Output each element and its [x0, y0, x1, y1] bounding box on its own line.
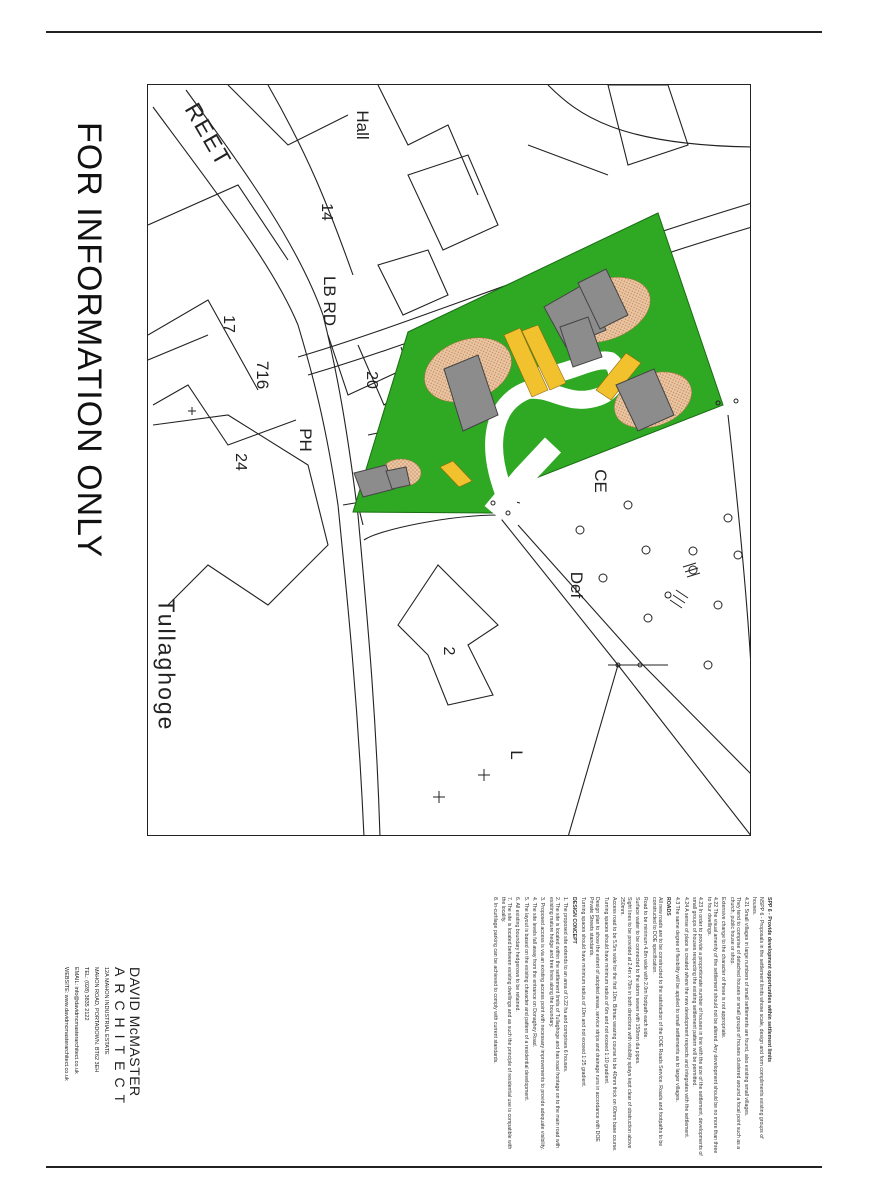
ce-label: CE: [591, 469, 610, 493]
architect-website[interactable]: WEBSITE: www.davidmcmasterarchitect.co.uk: [63, 967, 69, 1081]
design-line: 7. The site is located between existing dwellings and as such the principle of residential use is compatible with the locality.: [499, 897, 513, 1150]
policy-line: 4.21 Small villages in large numbers of small settlements are found, also existing small villages.: [743, 897, 750, 1117]
policy-line: 4.23 In order to provide a proportionate number of houses in line with the size of the settlement, developments of small groups of houses respecting the existing settlement pattern will be permitted.: [691, 897, 704, 1156]
roads-line: Road to be minimum 4.8m wide with 2.0m footpath each side.: [642, 897, 649, 1039]
lb-rd-label: LB RD: [320, 275, 339, 327]
roads-line: Design plan to show the extent of adopted areas, service strips and drainage runs in accordance with DOE Private Streets standards.: [588, 897, 601, 1142]
design-line: 5. The layout is based on the existing character and pattern of a residential development.: [522, 897, 529, 1102]
def-label: Def: [567, 571, 586, 599]
policy-line: 4.24 A sense of place is created where the new development respects and integrates with the settlement.: [682, 897, 689, 1139]
roads-line: All new roads are to be constructed to the satisfaction of the DOE Roads Service. Roads and footpaths to be constructed to DOE specification.: [650, 897, 663, 1147]
design-title: DESIGN CONCEPT: [570, 897, 577, 944]
road-code-label: 716: [253, 360, 272, 390]
policy-line: NSPP 6 - Proposals in the settlement limits whose scale, design and form compliments existing groups of houses.: [751, 897, 764, 1139]
design-line: 6. All existing boundary hedgerows to be retained.: [514, 897, 521, 1012]
architect-address-2: MAHON ROAD, PORTADOWN. BT62 3EH: [93, 967, 99, 1073]
site-location-map[interactable]: [147, 84, 751, 836]
design-line: 1. The proposed site extends to an area of 0.22 ha and comprises 6 houses.: [562, 897, 569, 1073]
architect-title-block: [62, 967, 143, 1111]
roads-line: Sight lines to be provided at 2.4m x 70m in both directions with visibility splays kept clear of obstruction above 250mm.: [619, 897, 632, 1149]
policy-line: They tend to comprise of detached houses or small groups of houses clustered around a focal point such as a church, public house or shop.: [728, 897, 741, 1150]
design-notes: [489, 897, 775, 1157]
roads-line: Access road to be 5.5m wide for the first 10m. Bitmac wearing course to be 40mm thick on 60mm base course.: [611, 897, 618, 1152]
roads-title: ROADS: [665, 897, 672, 916]
roads-line: Turning spaces should have minimum radius of 10m and not exceed 1:25 gradient.: [579, 897, 586, 1088]
embankment-marks: [670, 563, 700, 608]
tullaghoge-label: Tullaghoge: [153, 598, 180, 732]
roads-line: Surface water to be connected to the storm sewer with 150mm dia pipes.: [633, 897, 640, 1065]
house-number-2: 2: [440, 646, 457, 656]
house-number-14: 14: [318, 203, 335, 221]
architect-email[interactable]: EMAIL: info@davidmcmasterarchitect.co.uk: [73, 967, 79, 1074]
architect-title: ARCHITECT: [112, 967, 128, 1111]
for-information-only-banner: FOR INFORMATION ONLY: [70, 122, 108, 559]
roads-line: Turning spaces should have minimum radius of 6m and not exceed 1:10 gradient.: [602, 897, 609, 1085]
design-line: 8. In-curtilage parking can be achieved to comply with current standards.: [491, 897, 498, 1064]
policy-line: 4.22 The visual amenity of the settlement should not be altered. Any development should be no more than three to four dwellings.: [705, 897, 718, 1154]
design-line: 3. Proposed access is via an existing access point with necessary improvements to provide adequate visibility.: [539, 897, 546, 1150]
architect-name: DAVID McMASTER: [127, 967, 143, 1097]
bottom-border-rule: [46, 1166, 822, 1168]
design-line: 4. The site levels fall away from the entrance on Donaghey Road.: [531, 897, 538, 1048]
house-number-24: 24: [232, 453, 249, 471]
architect-tel: TEL: (028) 3835 2122: [83, 967, 89, 1021]
design-line: 2. The site is located within the settlement limits of Tullaghoge and has road frontage on to the main road with existing mature hedge and tree lines along the boundary.: [547, 897, 560, 1149]
architect-address-1: 12A MAHON INDUSTRIAL ESTATE: [103, 967, 109, 1055]
hall-label: Hall: [353, 110, 372, 140]
ph-label: PH: [296, 428, 315, 452]
policy-line: 4.3 The same degree of flexibility will be applied to small settlements as to larger villages.: [674, 897, 681, 1102]
house-number-20: 20: [363, 371, 380, 389]
l-label: L: [507, 750, 526, 760]
street-name-label: REET: [179, 98, 238, 172]
house-number-17: 17: [220, 315, 237, 333]
policy-line: Extensive change to the character of these is not appropriate.: [720, 897, 727, 1039]
policy-title: SPP 6 - Provide development opportunities within settlement limits: [766, 897, 772, 1063]
top-border-rule: [46, 31, 822, 33]
